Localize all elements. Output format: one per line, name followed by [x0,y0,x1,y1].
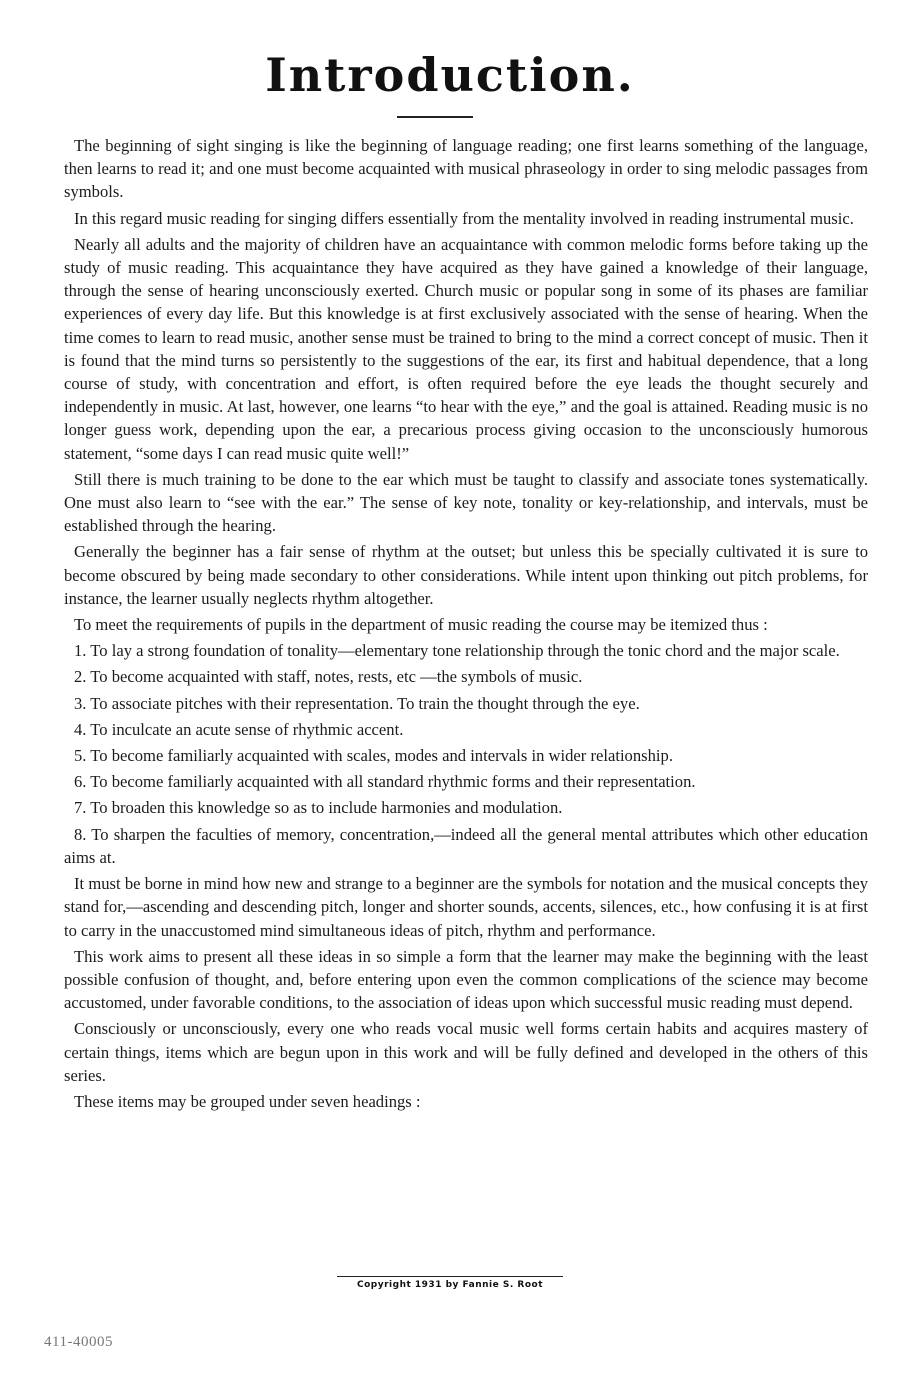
list-item: 7. To broaden this knowledge so as to include harmonies and modulation. [74,798,563,818]
paragraph: To meet the requirements of pupils in the department of music reading the course may be itemized thus : [74,615,768,635]
list-item: 3. To associate pitches with their representation. To train the thought through the eye. [74,693,640,713]
body-text [64,134,868,1116]
catalog-number: 411-40005 [44,1334,113,1350]
paragraph: Still there is much training to be done to the ear which must be taught to classify and associate tones systematically. One must also learn to “see with the ear.” The sense of key note, tonality or key-relationship, and intervals, must be established through the hearing. [64,469,868,536]
copyright-rule [337,1276,563,1277]
paragraph: These items may be grouped under seven headings : [74,1091,421,1111]
list-item: 6. To become familiarly acquainted with all standard rhythmic forms and their representation. [74,772,696,792]
list-item: 5. To become familiarly acquainted with scales, modes and intervals in wider relationship. [74,746,673,766]
paragraph: In this regard music reading for singing differs essentially from the mentality involved in reading instrumental music. [74,208,854,228]
paragraph: The beginning of sight singing is like the beginning of language reading; one first learns something of the language, then learns to read it; and one must become acquainted with musical phraseology in order to sing melodic passages from symbols. [64,136,868,202]
paragraph: This work aims to present all these ideas in so simple a form that the learner may make the beginning with the least possible confusion of thought, and, before entering upon even the common complications of the science may become accustomed, under favorable conditions, to the association of ideas upon which successful music reading must depend. [64,946,868,1013]
list-item: 4. To inculcate an acute sense of rhythmic accent. [74,719,404,739]
paragraph: Generally the beginner has a fair sense of rhythm at the outset; but unless this be specially cultivated it is sure to become obscured by being made secondary to other considerations. While intent upon thinking out pitch problems, for instance, the learner usually neglects rhythm altogether. [64,542,868,608]
list-item: 8. To sharpen the faculties of memory, concentration,—indeed all the general mental attributes which other education aims at. [64,824,868,867]
page-title: Introduction. [265,48,635,102]
paragraph: Consciously or unconsciously, every one who reads vocal music well forms certain habits and acquires mastery of certain things, items which are begun upon in this work and will be fully defined and developed in the others of this series. [64,1019,868,1085]
copyright-notice: Copyright 1931 by Fannie S. Root [357,1280,543,1290]
title-underline [397,116,473,118]
paragraph: It must be borne in mind how new and strange to a beginner are the symbols for notation and the musical concepts they stand for,—ascending and descending pitch, longer and shorter sounds, accents, silences, etc., how confusing it is at first to carry in the unaccustomed mind simultaneous ideas of pitch, rhythm and performance. [64,874,868,940]
list-item: 2. To become acquainted with staff, notes, rests, etc —the symbols of music. [74,667,583,687]
paragraph: Nearly all adults and the majority of children have an acquaintance with common melodic forms before taking up the study of music reading. This acquaintance they have acquired as they have gained a knowledge of their language, through the sense of hearing unconsciously exerted. Church music or popular song in some of its phases are familiar experiences of every day life. But this knowledge is at first exclusively associated with the sense of hearing. When the time comes to learn to read music, another sense must be trained to bring to the mind a correct concept of music. Then it is found that the mind turns so persistently to the suggestions of the ear, its first and habitual dependence, that a long course of study, with concentration and effort, is often required before the eye leads the thought securely and independently in music. At last, however, one learns “to hear with the eye,” and the goal is attained. Reading music is no longer guess work, depending upon the ear, a precarious process giving occasion to the unconsciously humorous statement, “some days I can read music quite well!” [64,234,868,463]
list-item: 1. To lay a strong foundation of tonality—elementary tone relationship through the tonic chord and the major scale. [74,641,840,661]
